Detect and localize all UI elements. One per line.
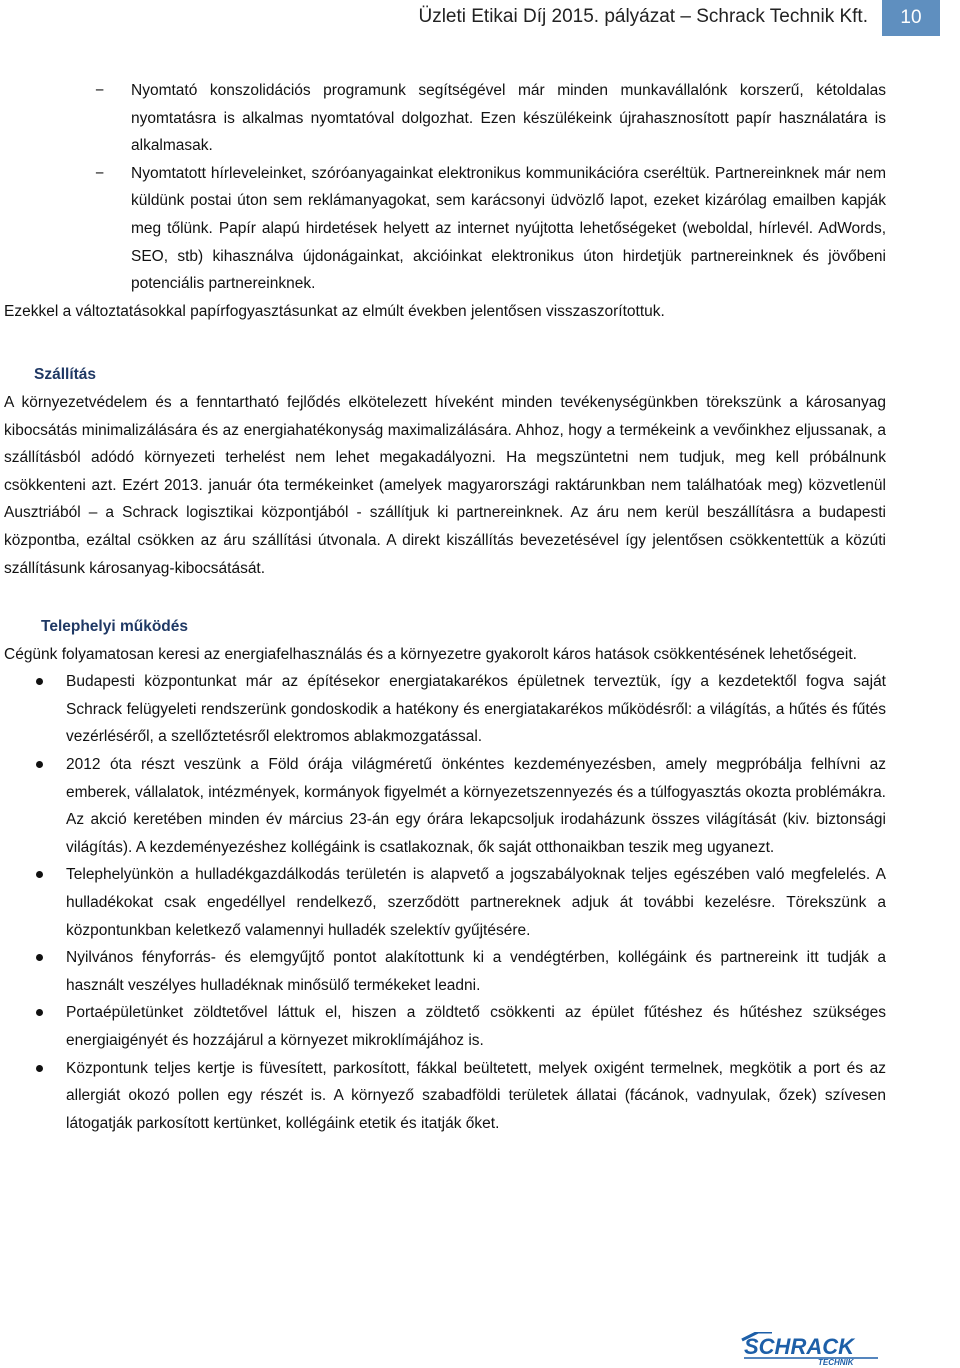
dash-list-item: − Nyomtató konszolidációs programunk segítségével már minden munkavállalónk korszerű, kétoldalas nyomtatásra is alkalmas nyomtatóval dolgozhat. Ezen készülékeink újrahasznosított papír használatára is alkalmasak. (4, 77, 886, 160)
szallitas-paragraph: A környezetvédelem és a fenntartható fejlődés elkötelezett híveként minden tevékenységünkben törekszünk a károsanyag kibocsátás minimalizálására és az energiahatékonyság maximalizálására. Ahhoz, hogy a termékeink a vevőinkhez eljussanak, a szállításból adódó környezeti terhelést nem lehet megakadályozni. Ha megszüntetni nem tudjuk, meg kell próbálnunk csökkenteni azt. Ezért 2013. január óta termékeinket (amelyek magyarországi raktárunkban nem találhatóak meg) közvetlenül Ausztriából – a Schrack logisztikai központjából - szállítjuk ki partnereinknek. Az áru nem kerül beszállításra a budapesti központba, ezáltal csökken az áru szállítási útvonala. A direkt kiszállítás bevezetésével így jelentősen csökkentettük a közúti szállításunk károsanyag-kibocsátását. (4, 393, 886, 577)
logo-sub-text: TECHNIK (818, 1358, 854, 1366)
section-heading-telephely: Telephelyi működés (41, 618, 189, 636)
document-body (4, 77, 886, 1137)
logo-main-text: SCHRACK (744, 1334, 854, 1359)
telephely-intro-paragraph: Cégünk folyamatosan keresi az energiafelhasználás és a környezetre gyakorolt káros hatások csökkentésének lehetőségeit. (4, 645, 857, 663)
section-heading-szallitas: Szállítás (34, 366, 97, 384)
bullet-item: Portaépületünket zöldtetővel láttuk el, hiszen a zöldtető csökkenti az épület fűtéshez és hűtéshez szükséges energiaigényét és hozzájárul a környezet mikroklímájához is. (4, 999, 886, 1054)
bullet-item: 2012 óta részt veszünk a Föld órája világméretű önkéntes kezdeményezésben, amely megpróbálja felhívni az emberek, vállalatok, intézmények, kormányok figyelmét a környezetszennyezés és a túlfogyasztás okozta problémákra. Az akció keretében minden év március 23-án egy órára lekapcsoljuk irodaházunk összes világítását (kiv. biztonsági világítás). A kezdeményezéshez kollégáink is csatlakoznak, ők saját otthonaikban teszik meg ugyanezt. (4, 751, 886, 861)
page-number: 10 (882, 0, 940, 36)
bullet-item: Budapesti központunkat már az építésekor energiatakarékos épületnek terveztük, így a kezdetektől fogva saját Schrack felügyeleti rendszerünk gondoskodik a hatékony és energiatakarékos működésről: a világítás, a hűtés és fűtés vezérléséről, a szellőztetésről elektromos ablakmozgatással. (4, 668, 886, 751)
intro-closing-paragraph: Ezekkel a változtatásokkal papírfogyasztásunkat az elmúlt években jelentősen visszaszorítottuk. (4, 302, 665, 320)
telephely-bullet-list (4, 668, 886, 1137)
page-header (0, 0, 960, 36)
header-title: Üzleti Etikai Díj 2015. pályázat – Schrack Technik Kft. (418, 6, 868, 27)
bullet-item: Központunk teljes kertje is füvesített, parkosított, fákkal beültetett, melyek oxigént termelnek, megkötik a port és az allergiát okozó pollen egy részét is. A környező szabadföldi területek állatai (fácánok, vadnyulak, őzek) szívesen látogatják parkosított kertünket, kollégáink etetik és itatják őket. (4, 1055, 886, 1138)
schrack-logo (738, 1332, 888, 1366)
dash-list-item: − Nyomtatott hírleveleinket, szóróanyagainkat elektronikus kommunikációra cseréltük. Partnereinknek már nem küldünk postai úton sem reklámanyagokat, sem karácsonyi üdvözlő lapot, ezeket kizárólag emailben kapják meg tőlünk. Papír alapú hirdetések helyett az internet nyújtotta lehetőségeket (weboldal, hírlevél. AdWords, SEO, stb) kihasználva újdonágainkat, akcióinkat elektronikus úton hirdetjük partnereinknek és jövőbeni potenciális partnereinknek. (4, 160, 886, 298)
bullet-item: Telephelyünkön a hulladékgazdálkodás területén is alapvető a jogszabályoknak teljes egészében való megfelelés. A hulladékokat csak engedéllyel rendelkező, szerződött partnereknek adjuk át további kezelésre. Törekszünk a központunkban keletkező valamennyi hulladék szelektív gyűjtésére. (4, 861, 886, 944)
bullet-item: Nyilvános fényforrás- és elemgyűjtő pontot alakítottunk ki a vendégtérben, kollégáink és partnereink itt tudják a használt veszélyes hulladéknak minősülő termékeket leadni. (4, 944, 886, 999)
